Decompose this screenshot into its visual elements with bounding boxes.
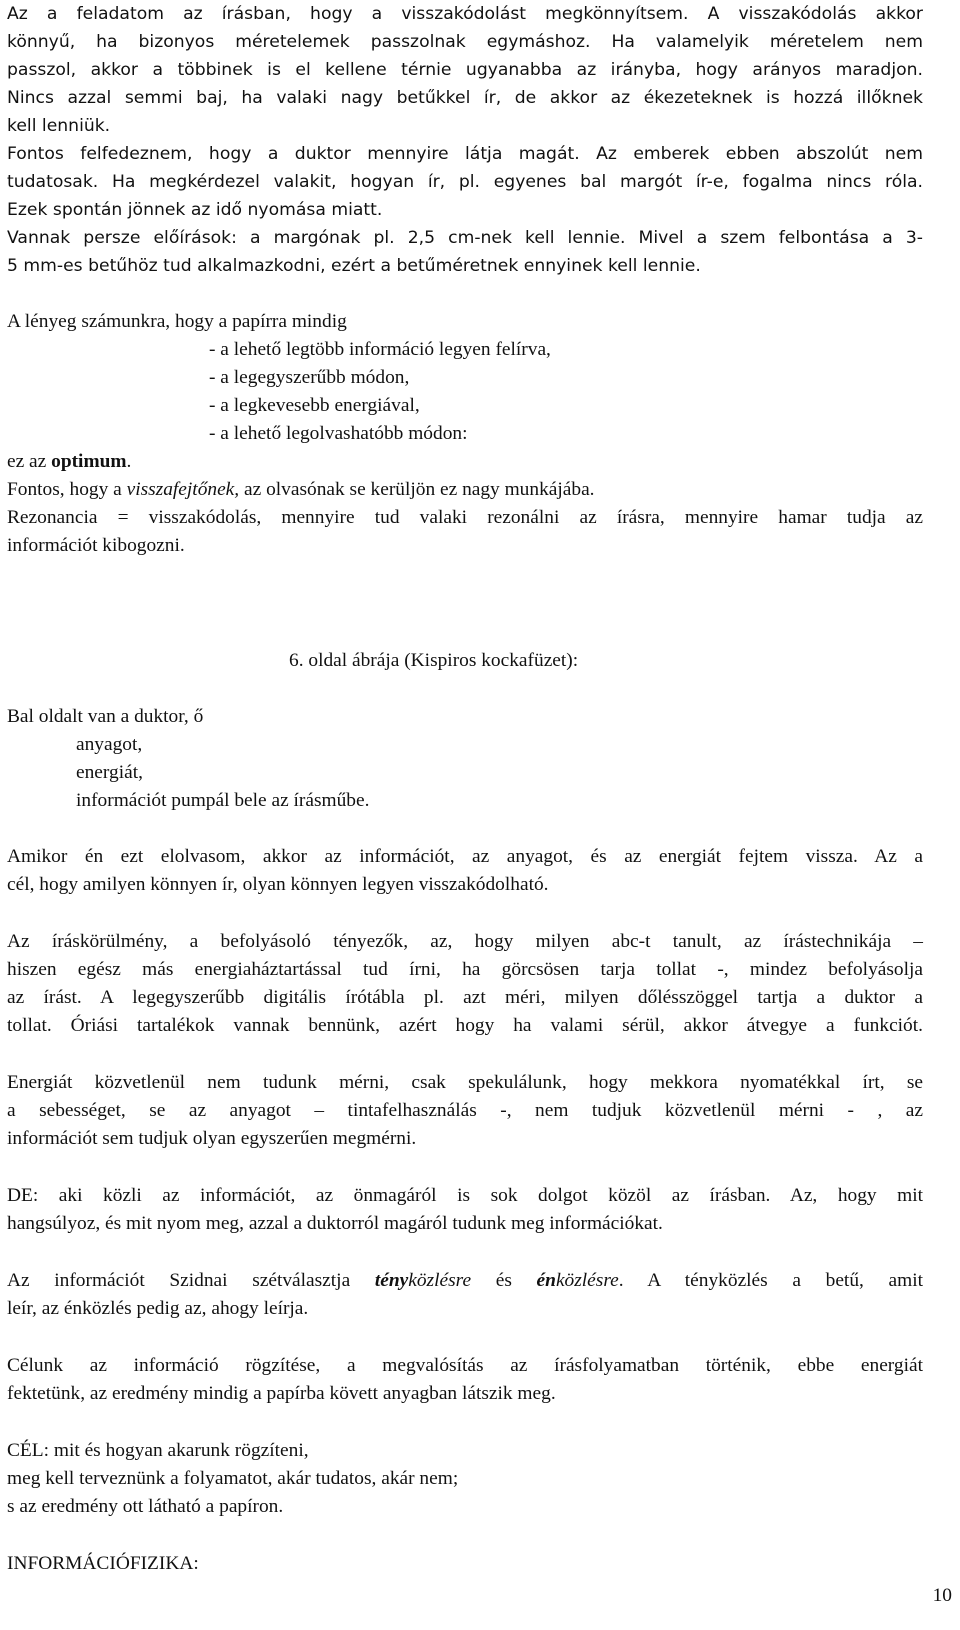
text-line: 5 mm-es betűhöz tud alkalmazkodni, ezért a betűméretnek ennyinek kell lennie. xyxy=(7,256,701,276)
text-span: . xyxy=(126,451,132,472)
text-line: passzol, akkor a többinek is el kellene térnie ugyanabba az irányba, hogy arányos maradjon. xyxy=(7,60,923,80)
paragraph-1 xyxy=(7,843,923,899)
text-span: és xyxy=(471,1270,537,1291)
text-line: fektetünk, az eredmény mindig a papírba követt anyagban látszik meg. xyxy=(7,1383,556,1404)
text-line: Rezonancia = visszakódolás, mennyire tud valaki rezonálni az írásra, mennyire hamar tudja az xyxy=(7,507,923,528)
text-line xyxy=(7,1267,923,1295)
text-line: cél, hogy amilyen könnyen ír, olyan könnyen legyen visszakódolható. xyxy=(7,874,549,895)
text-line: információt sem tudjuk olyan egyszerűen megmérni. xyxy=(7,1128,417,1149)
optimum-line xyxy=(7,448,923,476)
essence-lead: A lényeg számunkra, hogy a papírra mindig xyxy=(7,311,347,332)
paragraph-3 xyxy=(7,1069,923,1153)
list-item: - a lehető legtöbb információ legyen felírva, xyxy=(209,339,551,360)
text-line: könnyű, ha bizonyos méretelemek passzolnak egymáshoz. Ha valamelyik méretelem nem xyxy=(7,32,923,52)
paragraph-6 xyxy=(7,1352,923,1408)
text-line: az írást. A legegyszerűbb digitális írótábla pl. azt méri, milyen dőlésszöggel tartja a duktor a xyxy=(7,987,923,1008)
list-item: - a legegyszerűbb módon, xyxy=(209,367,410,388)
text-line: leír, az énközlés pedig az, ahogy leírja. xyxy=(7,1298,309,1319)
paragraph-4 xyxy=(7,1182,923,1238)
text-span: közlésre xyxy=(408,1270,472,1291)
text-line: Fontos felfedeznem, hogy a duktor mennyire látja magát. Az emberek ebben abszolút nem xyxy=(7,144,923,164)
intro-section xyxy=(7,0,923,280)
decoder-line xyxy=(7,476,923,504)
text-line: Az a feladatom az írásban, hogy a visszakódolást megkönnyítsem. A visszakódolás akkor xyxy=(7,4,923,24)
text-line: tollat. Óriási tartalékok vannak bennünk, azért hogy ha valami sérül, akkor átvegye a funkciót. xyxy=(7,1015,923,1036)
page-number: 10 xyxy=(932,1585,952,1606)
text-line: hangsúlyoz, és mit nyom meg, azzal a duktorról magáról tudunk meg információkat. xyxy=(7,1213,663,1234)
list-item: - a legkevesebb energiával, xyxy=(209,395,420,416)
text-span: Fontos, hogy a xyxy=(7,479,127,500)
text-line: kell lenniük. xyxy=(7,116,111,136)
text-line: hiszen egész más energiaháztartással tud írni, ha görcsösen tarja tollat -, mindez befolyásolja xyxy=(7,959,923,980)
figure-caption: 6. oldal ábrája (Kispiros kockafüzet): xyxy=(289,650,579,671)
text-line: Célunk az információ rögzítése, a megvalósítás az írásfolyamatban történik, ebbe energiát xyxy=(7,1355,923,1376)
text-line: Az íráskörülmény, a befolyásoló tényezők, az, hogy milyen abc-t tanult, az írástechnikája – xyxy=(7,931,923,952)
paragraph-5 xyxy=(7,1267,923,1323)
text-span: az olvasónak se kerüljön ez nagy munkájába. xyxy=(239,479,595,500)
decoder-word: visszafejtőnek, xyxy=(126,479,240,500)
list-item: energiát, xyxy=(76,762,143,783)
text-line: CÉL: mit és hogyan akarunk rögzíteni, xyxy=(7,1440,309,1461)
text-line: információt kibogozni. xyxy=(7,535,185,556)
text-span: közlésre xyxy=(555,1270,619,1291)
enkozles-emphasis: én xyxy=(536,1270,556,1291)
tenykozles-emphasis: tény xyxy=(374,1270,409,1291)
list-item: információt pumpál bele az írásműbe. xyxy=(76,790,370,811)
text-line: DE: aki közli az információt, az önmagáról is sok dolgot közöl az írásban. Az, hogy mit xyxy=(7,1185,923,1206)
text-line: Nincs azzal semmi baj, ha valaki nagy betűkkel ír, de akkor az ékezeteknek is hozzá illőknek xyxy=(7,88,923,108)
optimum-word: optimum xyxy=(51,451,127,472)
text-span: Az információt Szidnai szétválasztja xyxy=(7,1270,375,1291)
list-item: - a lehető legolvashatóbb módon: xyxy=(209,423,468,444)
text-line: s az eredmény ott látható a papíron. xyxy=(7,1496,284,1517)
figure-lead: Bal oldalt van a duktor, ő xyxy=(7,706,204,727)
list-item: anyagot, xyxy=(76,734,143,755)
document-page xyxy=(7,0,923,1578)
text-line: Ezek spontán jönnek az idő nyomása miatt. xyxy=(7,200,383,220)
text-line: a sebességet, se az anyagot – tintafelhasználás -, nem tudjuk közvetlenül mérni - , az xyxy=(7,1100,923,1121)
text-span: ez az xyxy=(7,451,52,472)
goal-section xyxy=(7,1437,923,1521)
section-heading: INFORMÁCIÓFIZIKA: xyxy=(7,1553,199,1574)
figure-section xyxy=(7,647,923,815)
text-line: Vannak persze előírások: a margónak pl. 2,5 cm-nek kell lennie. Mivel a szem felbontása a 3- xyxy=(7,228,923,248)
text-line: tudatosak. Ha megkérdezel valakit, hogyan ír, pl. egyenes bal margót ír-e, fogalma nincs róla. xyxy=(7,172,923,192)
text-line: meg kell terveznünk a folyamatot, akár tudatos, akár nem; xyxy=(7,1468,459,1489)
text-span: . A tényközlés a betű, amit xyxy=(618,1270,923,1291)
text-line: Energiát közvetlenül nem tudunk mérni, csak spekulálunk, hogy mekkora nyomatékkal írt, se xyxy=(7,1072,923,1093)
paragraph-2 xyxy=(7,928,923,1040)
essence-section xyxy=(7,308,923,560)
text-line: Amikor én ezt elolvasom, akkor az információt, az anyagot, és az energiát fejtem vissza. Az a xyxy=(7,846,923,867)
